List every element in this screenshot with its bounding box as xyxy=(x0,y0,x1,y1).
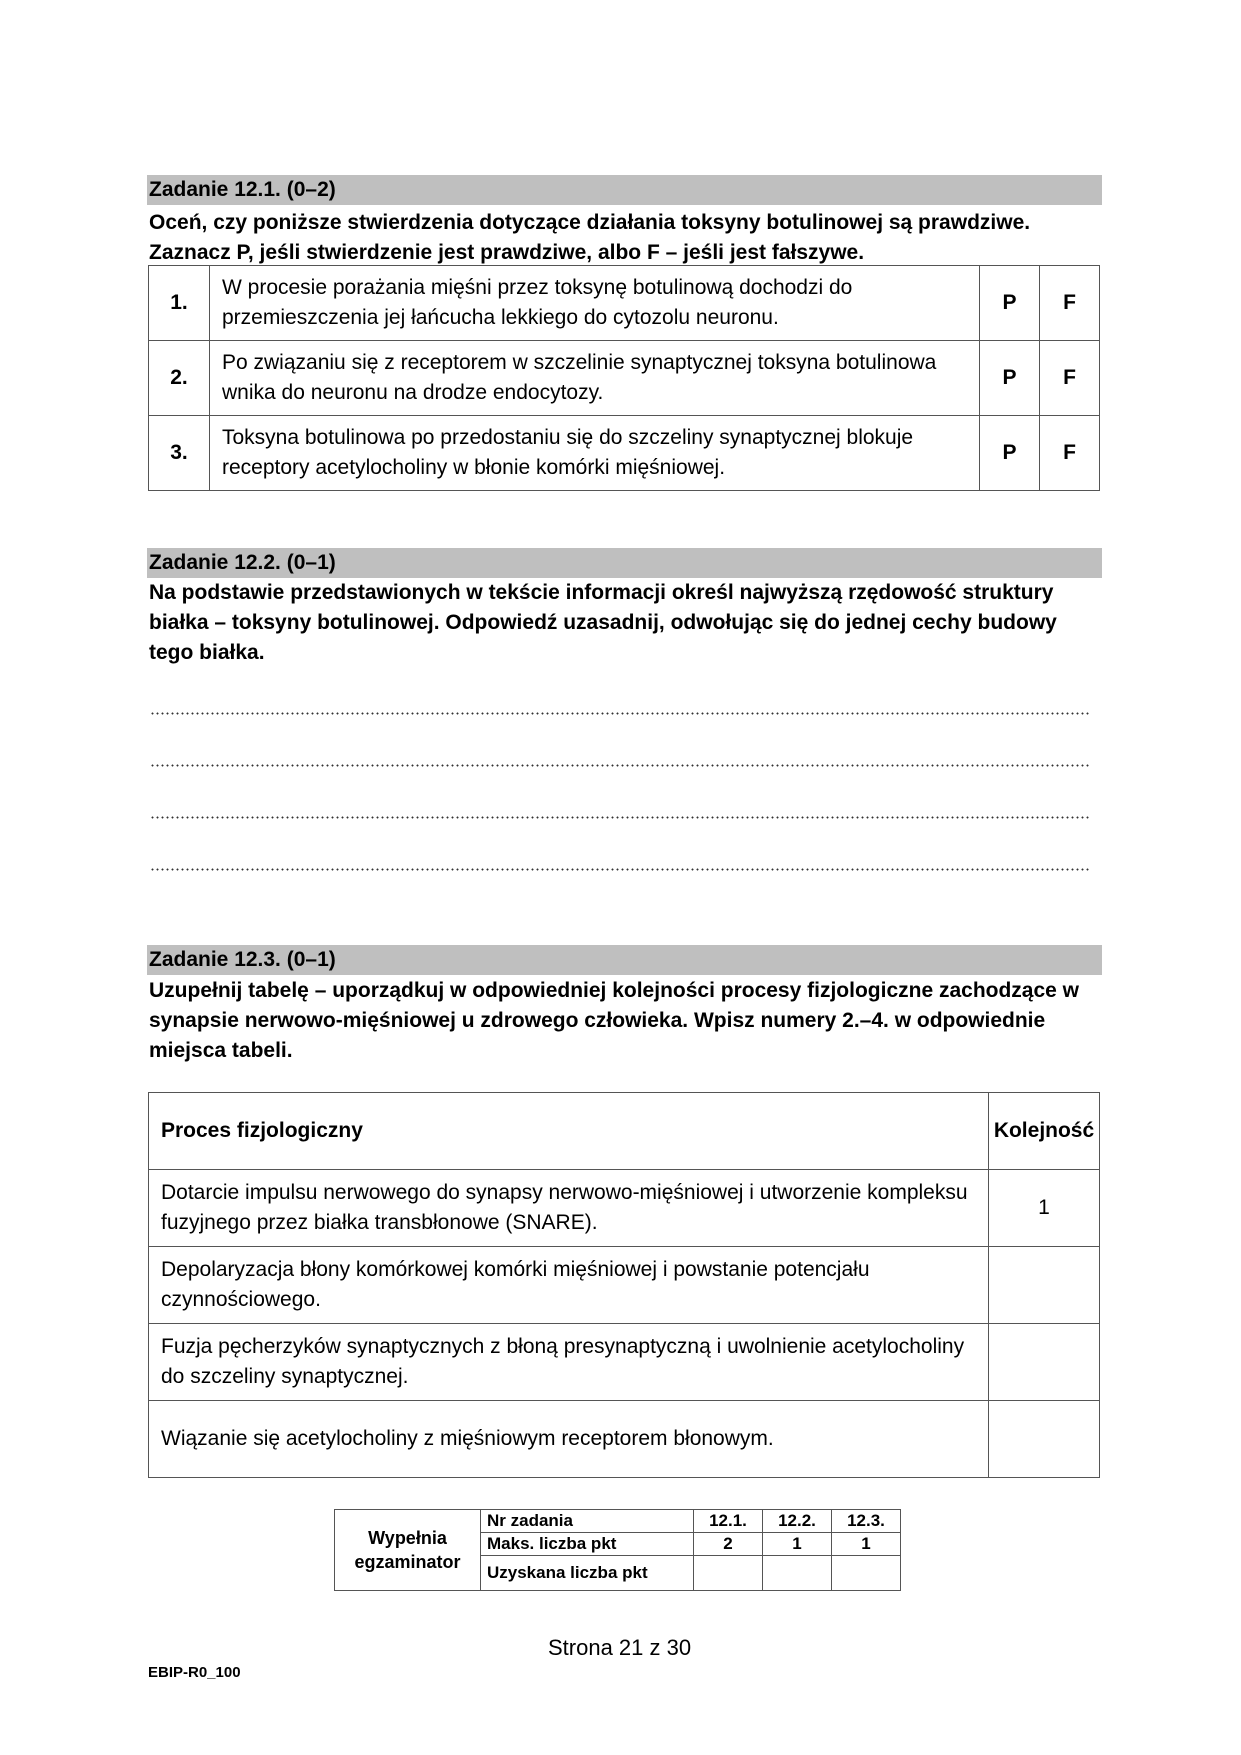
examiner-label: Wypełnia egzaminator xyxy=(335,1510,481,1591)
task-number: 12.2. xyxy=(763,1510,832,1533)
statement-number: 1. xyxy=(149,266,210,341)
table-row xyxy=(149,266,1100,341)
process-text: Fuzja pęcherzyków synaptycznych z błoną presynaptyczną i uwolnienie acetylocholiny do szczeliny synaptycznej. xyxy=(149,1324,989,1401)
answer-line[interactable] xyxy=(150,816,1090,819)
table-row xyxy=(149,1247,1100,1324)
examiner-table xyxy=(334,1509,901,1591)
true-option[interactable]: P xyxy=(980,416,1040,491)
answer-line[interactable] xyxy=(150,868,1090,871)
max-points-label: Maks. liczba pkt xyxy=(481,1533,694,1556)
task-12-1-instruction: Oceń, czy poniższe stwierdzenia dotyczące działania toksyny botulinowej są prawdziwe. Zaznacz P, jeśli stwierdzenie jest prawdziwe, albo F – jeśli jest fałszywe. xyxy=(149,211,1031,264)
order-input-cell[interactable] xyxy=(989,1324,1100,1401)
max-points: 2 xyxy=(694,1533,763,1556)
obtained-points-label: Uzyskana liczba pkt xyxy=(481,1556,694,1591)
table-row xyxy=(149,416,1100,491)
task-number: 12.1. xyxy=(694,1510,763,1533)
table-row xyxy=(149,1324,1100,1401)
max-points: 1 xyxy=(832,1533,901,1556)
answer-line[interactable] xyxy=(150,764,1090,767)
table-row xyxy=(335,1510,901,1533)
true-false-table xyxy=(148,265,1100,491)
task-12-1-header: Zadanie 12.1. (0–2) xyxy=(147,175,1102,205)
true-option[interactable]: P xyxy=(980,341,1040,416)
task-12-2-instruction: Na podstawie przedstawionych w tekście informacji określ najwyższą rzędowość struktury białka – toksyny botulinowej. Odpowiedź uzasadnij, odwołując się do jednej cechy budowy tego białka. xyxy=(149,581,1057,664)
statement-text: Po związaniu się z receptorem w szczelinie synaptycznej toksyna botulinowa wnika do neuronu na drodze endocytozy. xyxy=(210,341,980,416)
order-cell: 1 xyxy=(989,1170,1100,1247)
true-option[interactable]: P xyxy=(980,266,1040,341)
statement-text: Toksyna botulinowa po przedostaniu się do szczeliny synaptycznej blokuje receptory acetylocholiny w błonie komórki mięśniowej. xyxy=(210,416,980,491)
column-header-process: Proces fizjologiczny xyxy=(149,1093,989,1170)
task-12-3-header: Zadanie 12.3. (0–1) xyxy=(147,945,1102,975)
process-text: Depolaryzacja błony komórkowej komórki mięśniowej i powstanie potencjału czynnościowego. xyxy=(149,1247,989,1324)
task-12-3-instruction: Uzupełnij tabelę – uporządkuj w odpowiedniej kolejności procesy fizjologiczne zachodzące w synapsie nerwowo-mięśniowej u zdrowego człowieka. Wpisz numery 2.–4. w odpowiednie miejsca tabeli. xyxy=(149,979,1080,1062)
process-text: Dotarcie impulsu nerwowego do synapsy nerwowo-mięśniowej i utworzenie kompleksu fuzyjnego przez białka transbłonowe (SNARE). xyxy=(149,1170,989,1247)
statement-number: 3. xyxy=(149,416,210,491)
order-input-cell[interactable] xyxy=(989,1247,1100,1324)
table-row xyxy=(149,341,1100,416)
process-text: Wiązanie się acetylocholiny z mięśniowym receptorem błonowym. xyxy=(149,1401,989,1478)
table-row xyxy=(149,1401,1100,1478)
false-option[interactable]: F xyxy=(1040,416,1100,491)
table-row xyxy=(149,1170,1100,1247)
false-option[interactable]: F xyxy=(1040,341,1100,416)
exam-code: EBIP-R0_100 xyxy=(148,1664,241,1681)
task-number: 12.3. xyxy=(832,1510,901,1533)
column-header-order: Kolejność xyxy=(989,1093,1100,1170)
max-points: 1 xyxy=(763,1533,832,1556)
page-number: Strona 21 z 30 xyxy=(548,1635,692,1660)
task-number-label: Nr zadania xyxy=(481,1510,694,1533)
table-header-row xyxy=(149,1093,1100,1170)
false-option[interactable]: F xyxy=(1040,266,1100,341)
statement-text: W procesie porażania mięśni przez toksynę botulinową dochodzi do przemieszczenia jej łańcucha lekkiego do cytozolu neuronu. xyxy=(210,266,980,341)
statement-number: 2. xyxy=(149,341,210,416)
order-input-cell[interactable] xyxy=(989,1401,1100,1478)
obtained-points-cell[interactable] xyxy=(694,1556,763,1591)
obtained-points-cell[interactable] xyxy=(763,1556,832,1591)
order-table xyxy=(148,1092,1100,1478)
answer-line[interactable] xyxy=(150,712,1090,715)
obtained-points-cell[interactable] xyxy=(832,1556,901,1591)
task-12-2-header: Zadanie 12.2. (0–1) xyxy=(147,548,1102,578)
